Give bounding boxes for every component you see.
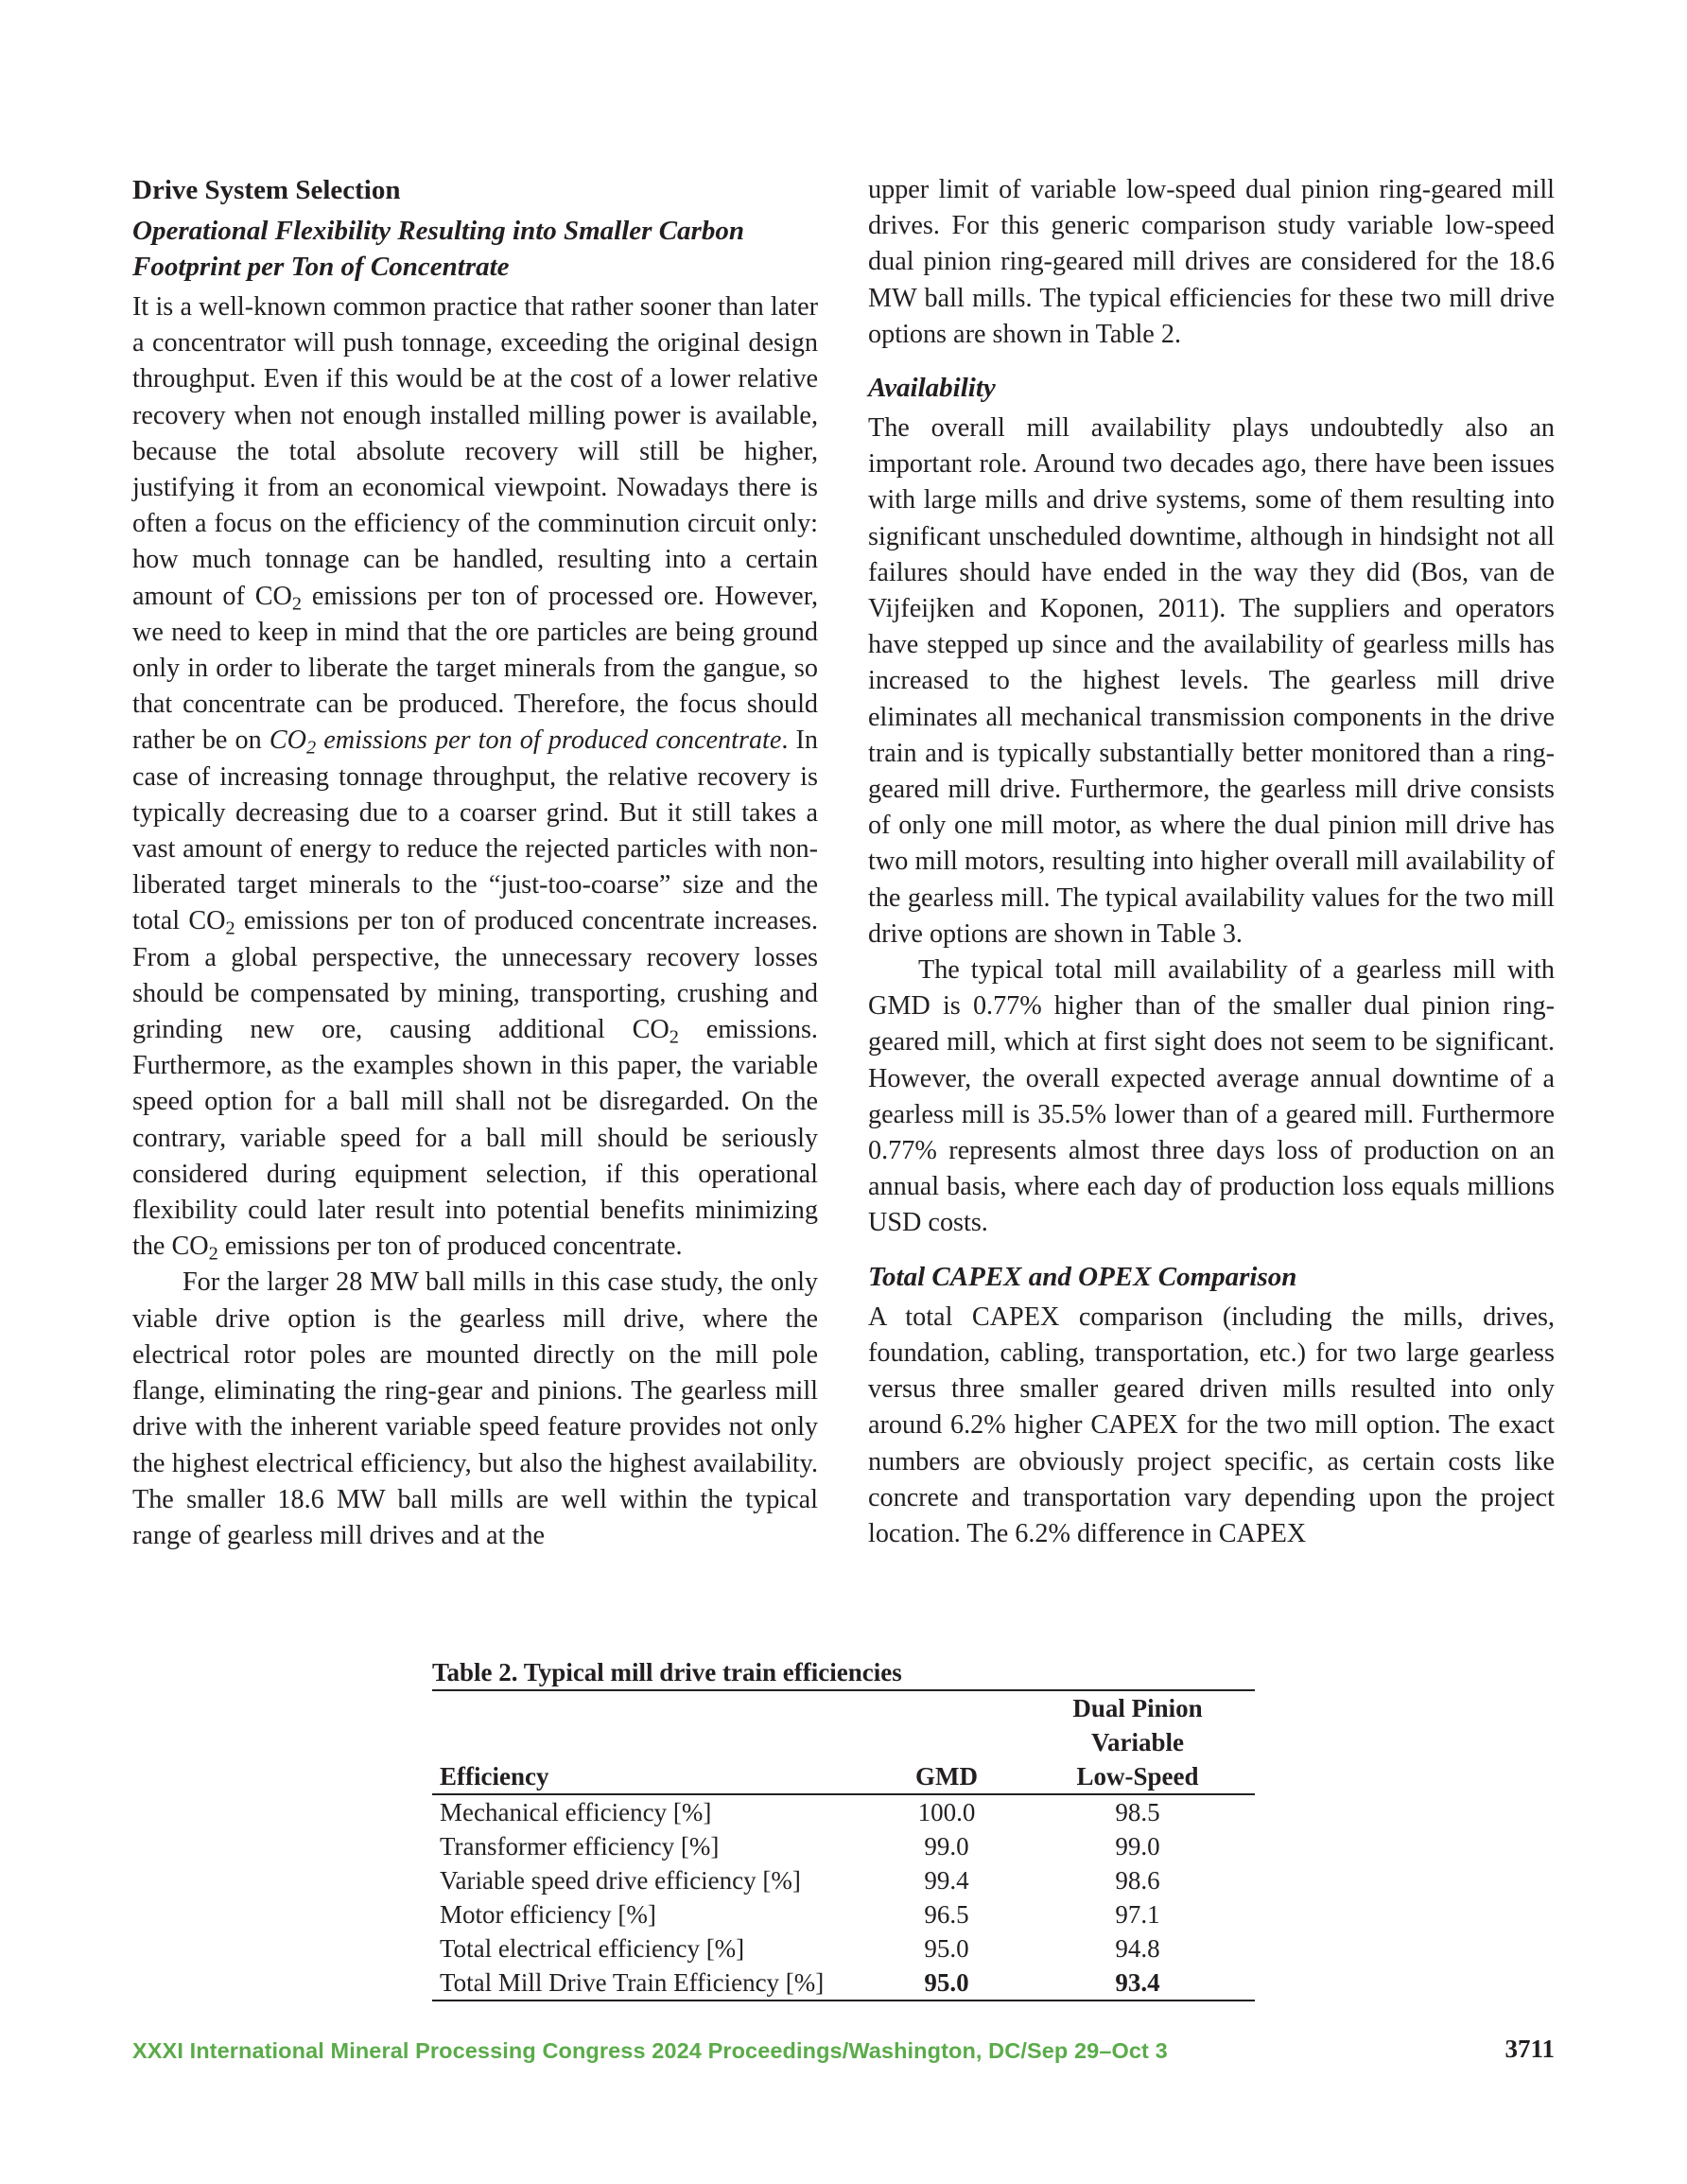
- row-label: Motor efficiency [%]: [440, 1900, 656, 1929]
- header-dual-pinion-line1: Dual Pinion Variable: [1020, 1690, 1255, 1759]
- subheading-operational-flexibility: Operational Flexibility Resulting into Smaller Carbon Footprint per Ton of Concentrate: [132, 216, 744, 282]
- emphasis-co2-per-concentrate: $CO_2$ emissions per ton of produced concentrate: [269, 725, 782, 760]
- cell-dual-pinion: 94.8: [1115, 1934, 1160, 1963]
- cell-dual-pinion: 98.5: [1115, 1798, 1160, 1826]
- table-row: [432, 1931, 1255, 1966]
- table-row-total: [432, 1966, 1255, 2001]
- paragraph-operational-flexibility: It is a well-known common practice that rather sooner than later a concentrator will push tonnage, exceeding the original design throughput. Even if this would be at the cost of a lower relative recovery when not enough installed milling power is available, because the total absolute recovery will still be higher, justifying it from an economical viewpoint. Nowadays there is often a focus on the efficiency of the comminution circuit only: how much tonnage can be handled, resulting into a certain amount of $CO_2$ emissions per ton of processed ore. However, we need to keep in mind that the ore particles are being ground only in order to liberate the target minerals from the gangue, so that concentrate can be produced. Therefore, the focus should rather be on $CO_2$ emissions per ton of produced concentrate. In case of increasing tonnage throughput, the relative recovery is typically decreasing due to a coarser grind. But it still takes a vast amount of energy to reduce the rejected particles with non-liberated target minerals to the “just-too-coarse” size and the total $CO_2$ emissions per ton of produced concentrate increases. From a global perspective, the unnecessary recovery losses should be compensated by mining, transporting, crushing and grinding new ore, causing additional $CO_2$ emissions. Furthermore, as the examples shown in this paper, the variable speed option for a ball mill shall not be disregarded. On the contrary, variable speed for a ball mill should be seriously considered during equipment selection, if this operational flexibility could later result into potential benefits minimizing the $CO_2$ emissions per ton of produced concentrate.: [132, 292, 819, 1265]
- row-label: Mechanical efficiency [%]: [440, 1798, 712, 1826]
- row-label: Transformer efficiency [%]: [440, 1832, 720, 1861]
- efficiency-table: [432, 1689, 1255, 2001]
- cell-dual-pinion: 98.6: [1115, 1866, 1160, 1895]
- left-column: [132, 172, 818, 1554]
- cell-gmd: 99.4: [924, 1866, 969, 1895]
- table-title: Table 2. Typical mill drive train efficiencies: [432, 1658, 902, 1686]
- cell-dual-pinion: 99.0: [1115, 1832, 1160, 1861]
- table-row: [432, 1794, 1255, 1829]
- paragraph-28mw-ball-mills: For the larger 28 MW ball mills in this case study, the only viable drive option is the gearless mill drive, where the electrical rotor poles are mounted directly on the mill pole flange, eliminating the ring-gear and pinions. The gearless mill drive with the inherent variable speed feature provides not only the highest electrical efficiency, but also the highest availability. The smaller 18.6 MW ball mills are well within the typical range of gearless mill drives and at the: [132, 1267, 818, 1550]
- row-label: Variable speed drive efficiency [%]: [440, 1866, 801, 1895]
- cell-gmd: 95.0: [873, 1966, 1020, 2001]
- header-efficiency: Efficiency: [432, 1759, 873, 1794]
- section-heading: Drive System Selection: [132, 175, 401, 205]
- row-label: Total Mill Drive Train Efficiency [%]: [432, 1966, 873, 2001]
- cell-gmd: 95.0: [924, 1934, 969, 1963]
- cell-gmd: 96.5: [924, 1900, 969, 1929]
- paragraph-capex: A total CAPEX comparison (including the mills, drives, foundation, cabling, transportation, etc.) for two large gearless versus three smaller geared driven mills resulted into only around 6.2% higher CAPEX for the two mill option. The exact numbers are obviously project specific, as certain costs like concrete and transportation vary depending upon the project location. The 6.2% difference in CAPEX: [868, 1302, 1555, 1548]
- page-number: 3711: [1504, 2035, 1555, 2063]
- header-dual-pinion-line2: Low-Speed: [1020, 1759, 1255, 1794]
- footer-proceedings: XXXI International Mineral Processing Congress 2024 Proceedings/Washington, DC/Sep 29–Oct 3: [132, 2038, 1168, 2063]
- cell-dual-pinion: 93.4: [1020, 1966, 1255, 2001]
- table-row: [432, 1829, 1255, 1863]
- cell-gmd: 99.0: [924, 1832, 969, 1861]
- paragraph-availability-2: The typical total mill availability of a gearless mill with GMD is 0.77% higher than of the smaller dual pinion ring-geared mill, which at first sight does not seem to be significant. However, the overall expected average annual downtime of a gearless mill is 35.5% lower than of a geared mill. Furthermore 0.77% represents almost three days loss of production on an annual basis, where each day of production loss equals millions USD costs.: [868, 955, 1555, 1238]
- right-column: [868, 172, 1555, 1552]
- paragraph-continued: upper limit of variable low-speed dual pinion ring-geared mill drives. For this generic comparison study variable low-speed dual pinion ring-geared mill drives are considered for the 18.6 MW ball mills. The typical efficiencies for these two mill drive options are shown in Table 2.: [868, 175, 1555, 349]
- table-2: [432, 1655, 1255, 2001]
- subheading-availability: Availability: [868, 373, 996, 404]
- row-label: Total electrical efficiency [%]: [440, 1934, 745, 1963]
- cell-dual-pinion: 97.1: [1115, 1900, 1160, 1929]
- table-row: [432, 1863, 1255, 1897]
- header-gmd: GMD: [873, 1759, 1020, 1794]
- table-row: [432, 1897, 1255, 1931]
- subheading-capex-opex: Total CAPEX and OPEX Comparison: [868, 1261, 1297, 1292]
- paragraph-availability-1: The overall mill availability plays undoubtedly also an important role. Around two decades ago, there have been issues with large mills and drive systems, some of them resulting into significant unscheduled downtime, although in hindsight not all failures should have ended in the way they did (Bos, van de Vijfeijken and Koponen, 2011). The suppliers and operators have stepped up since and the availability of gearless mills has increased to the highest levels. The gearless mill drive eliminates all mechanical transmission components in the drive train and is typically substantially better monitored than a ring-geared mill drive. Furthermore, the gearless mill drive consists of only one mill motor, as where the dual pinion mill drive has two mill motors, resulting into higher overall mill availability of the gearless mill. The typical availability values for the two mill drive options are shown in Table 3.: [868, 413, 1555, 949]
- cell-gmd: 100.0: [917, 1798, 976, 1826]
